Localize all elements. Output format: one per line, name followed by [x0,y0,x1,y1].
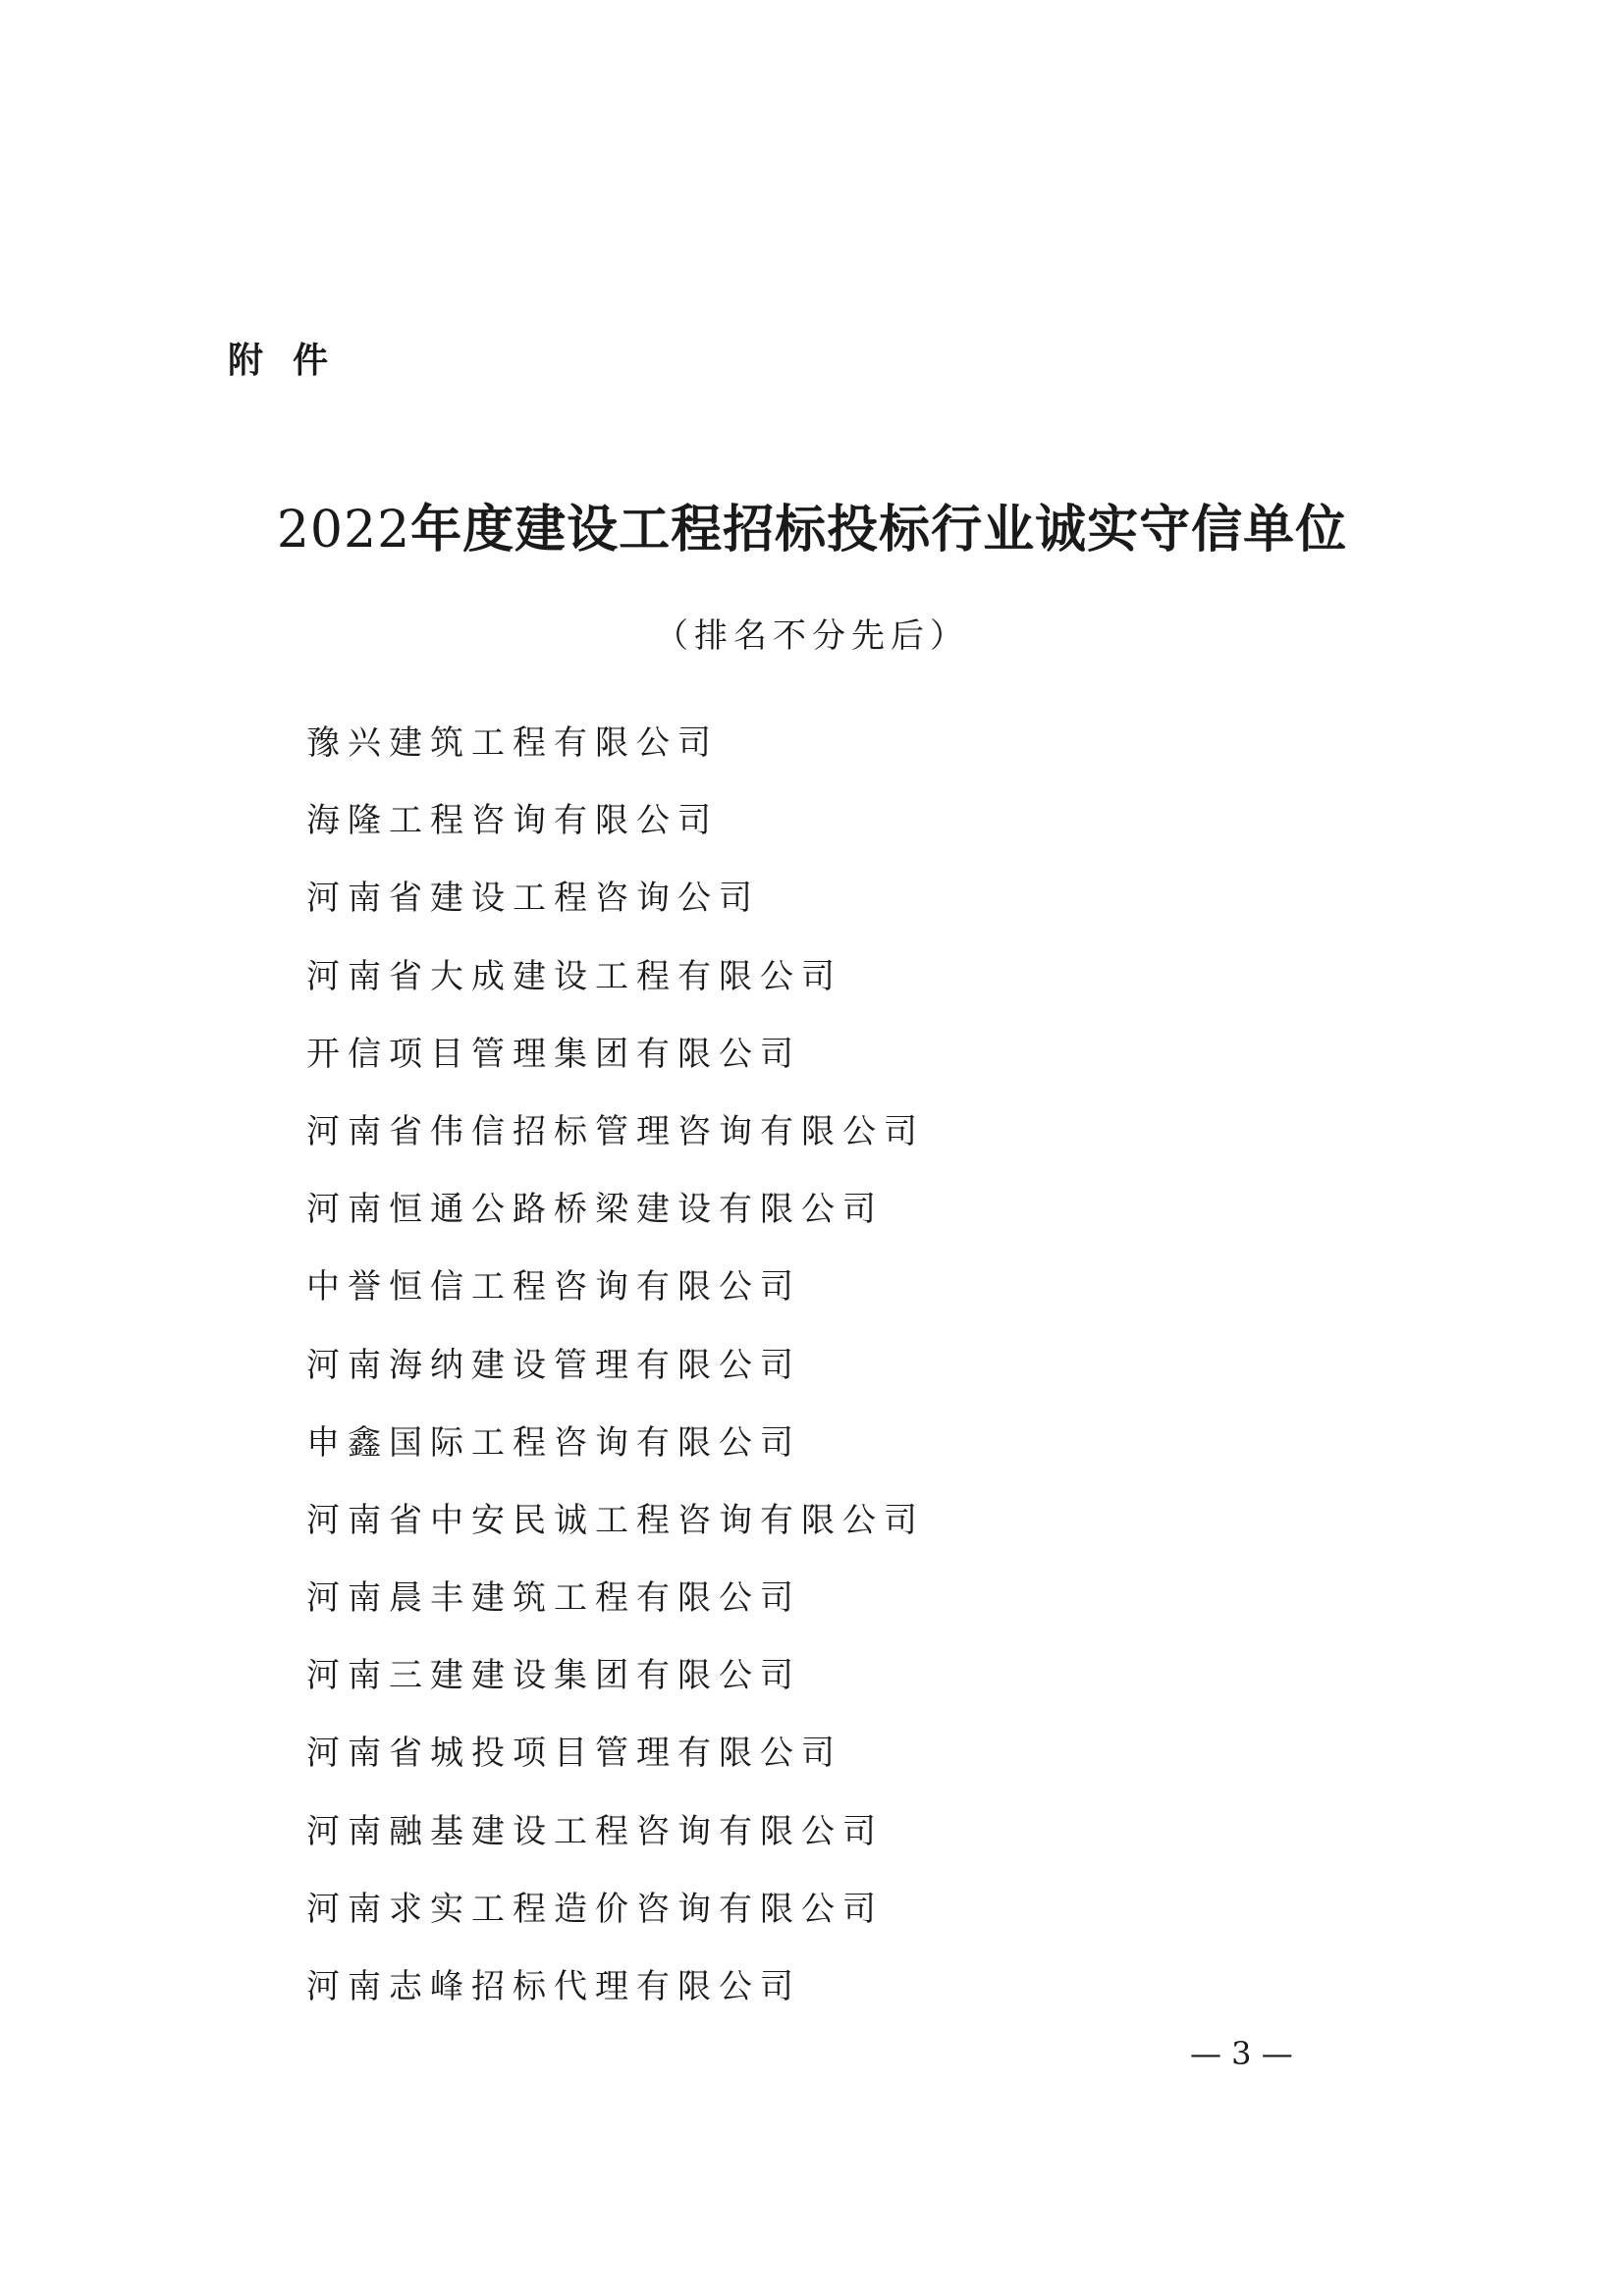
company-item: 河南晨丰建筑工程有限公司 [306,1578,801,1619]
company-item: 河南融基建设工程咨询有限公司 [306,1811,884,1851]
title-year: 2022 [276,501,411,560]
company-item: 中誉恒信工程咨询有限公司 [306,1267,801,1308]
attachment-label: 附件 [228,341,358,381]
document-subtitle: （排名不分先后） [655,616,969,656]
company-item: 开信项目管理集团有限公司 [306,1034,801,1074]
company-item: 河南省大成建设工程有限公司 [306,956,842,996]
company-item: 海隆工程咨询有限公司 [306,801,719,841]
company-item: 河南省中安民诚工程咨询有限公司 [306,1500,925,1540]
title-text: 年度建设工程招标投标行业诚实守信单位 [410,500,1348,560]
company-item: 河南三建建设集团有限公司 [306,1656,801,1696]
company-item: 河南志峰招标代理有限公司 [306,1967,801,2006]
company-item: 河南省建设工程咨询公司 [306,879,760,919]
company-item: 河南求实工程造价咨询有限公司 [306,1889,884,1929]
company-item: 河南省伟信招标管理咨询有限公司 [306,1111,925,1151]
company-item: 豫兴建筑工程有限公司 [306,723,719,763]
company-item: 河南恒通公路桥梁建设有限公司 [306,1190,884,1230]
page-number: — 3 — [1190,2035,1293,2072]
company-item: 河南海纳建设管理有限公司 [306,1345,801,1385]
company-item: 河南省城投项目管理有限公司 [306,1734,842,1774]
document-title [0,491,1624,569]
company-list [306,712,925,2033]
company-item: 申鑫国际工程咨询有限公司 [306,1422,801,1463]
